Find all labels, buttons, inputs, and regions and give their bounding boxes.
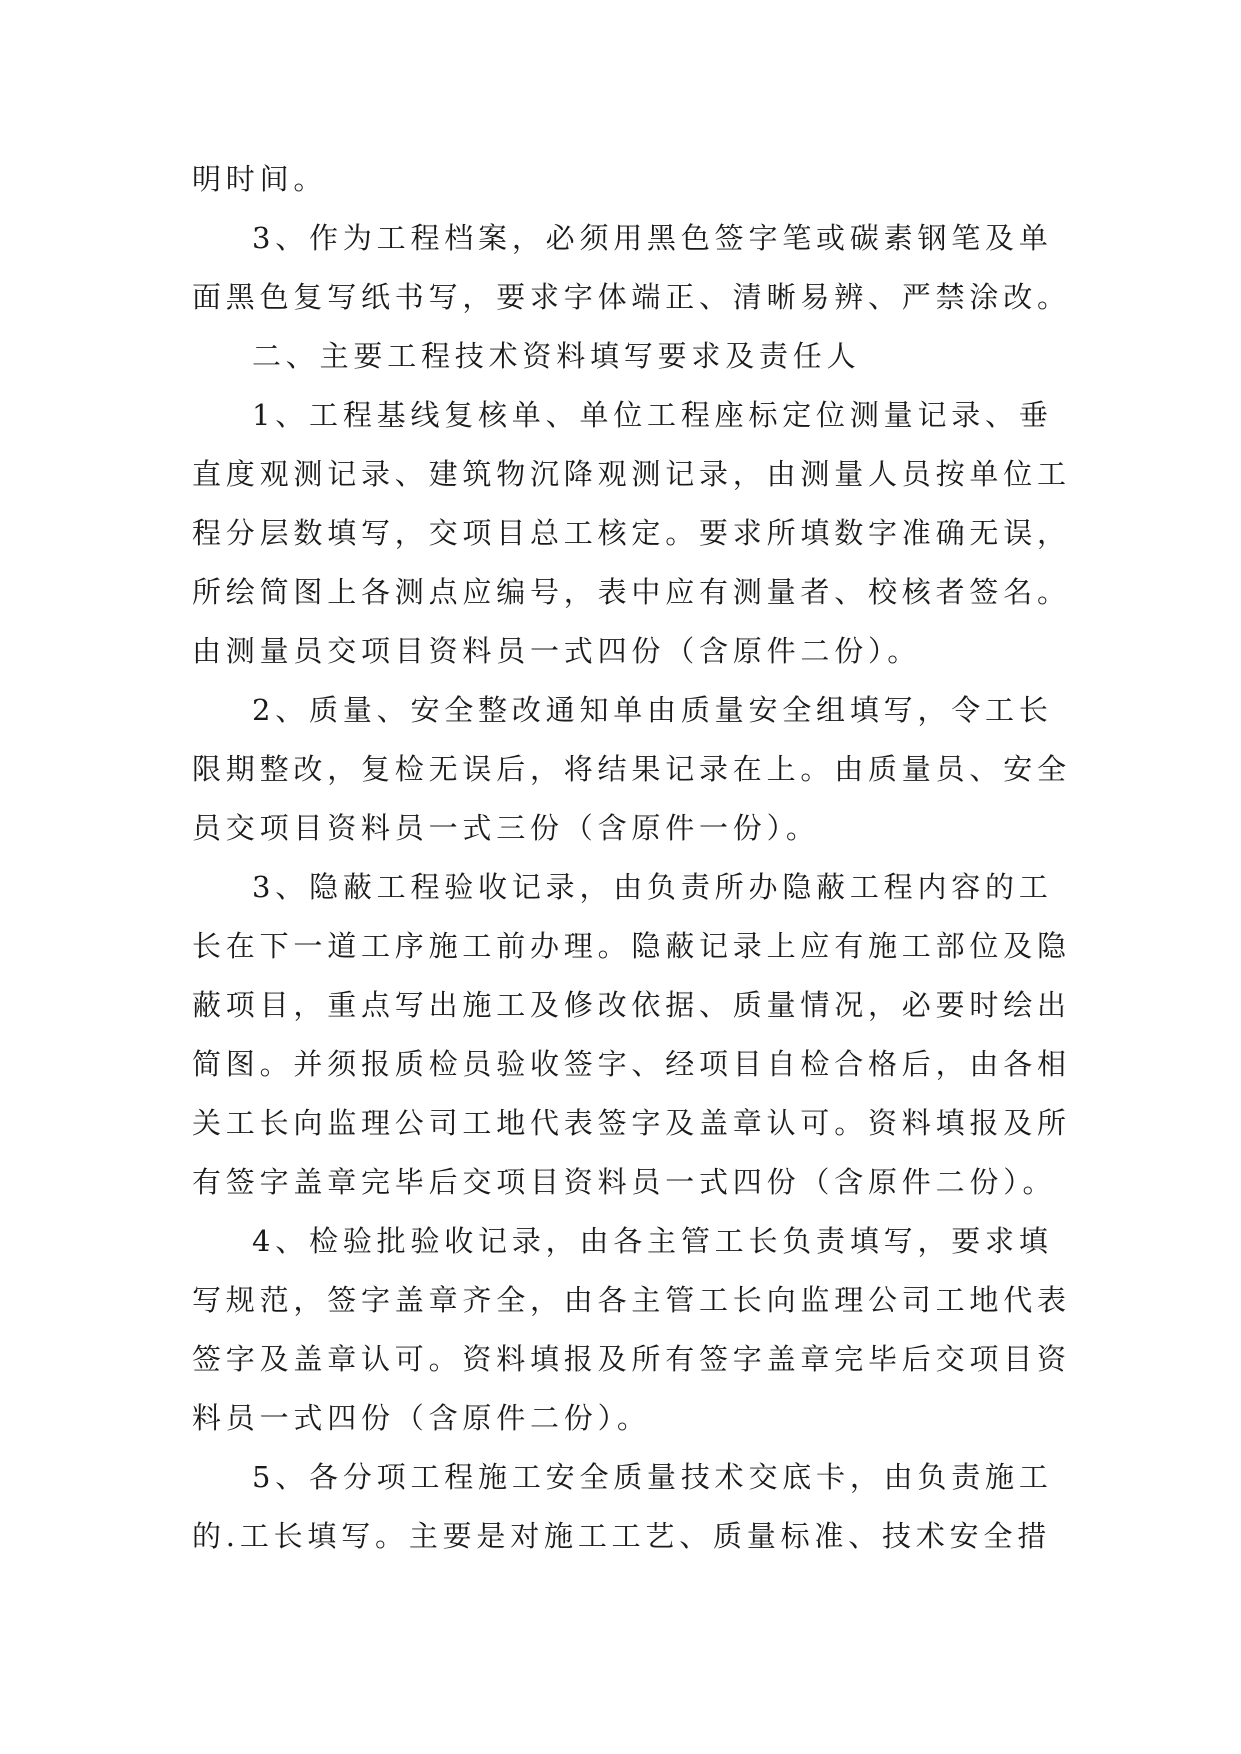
text-line: 由测量员交项目资料员一式四份（含原件二份）。 xyxy=(192,634,922,668)
text-line: 长在下一道工序施工前办理。隐蔽记录上应有施工部位及隐 xyxy=(192,929,1071,963)
section-heading: 二、主要工程技术资料填写要求及责任人 xyxy=(252,339,861,373)
paragraph-first-line: 4、检验批验收记录，由各主管工长负责填写，要求填 xyxy=(252,1224,1053,1258)
text-line: 程分层数填写，交项目总工核定。要求所填数字准确无误， xyxy=(192,516,1071,550)
paragraph-first-line: 3、隐蔽工程验收记录，由负责所办隐蔽工程内容的工 xyxy=(252,870,1053,904)
paragraph-first-line: 2、质量、安全整改通知单由质量安全组填写，令工长 xyxy=(252,693,1053,727)
text-line: 限期整改，复检无误后，将结果记录在上。由质量员、安全 xyxy=(192,752,1071,786)
text-line: 有签字盖章完毕后交项目资料员一式四份（含原件二份）。 xyxy=(192,1165,1057,1199)
paragraph-first-line: 3、作为工程档案，必须用黑色签字笔或碳素钢笔及单 xyxy=(252,221,1053,255)
paragraph-first-line: 5、各分项工程施工安全质量技术交底卡，由负责施工 xyxy=(252,1460,1053,1494)
text-line: 员交项目资料员一式三份（含原件一份）。 xyxy=(192,811,820,845)
text-line: 关工长向监理公司工地代表签字及盖章认可。资料填报及所 xyxy=(192,1106,1071,1140)
text-line: 蔽项目，重点写出施工及修改依据、质量情况，必要时绘出 xyxy=(192,988,1071,1022)
text-line: 所绘简图上各测点应编号，表中应有测量者、校核者签名。 xyxy=(192,575,1071,609)
text-line: 签字及盖章认可。资料填报及所有签字盖章完毕后交项目资 xyxy=(192,1342,1071,1376)
text-line: 直度观测记录、建筑物沉降观测记录，由测量人员按单位工 xyxy=(192,457,1071,491)
text-line: 简图。并须报质检员验收签字、经项目自检合格后，由各相 xyxy=(192,1047,1071,1081)
paragraph-first-line: 1、工程基线复核单、单位工程座标定位测量记录、垂 xyxy=(252,398,1053,432)
document-body xyxy=(192,150,1071,1566)
text-line: 明时间。 xyxy=(192,162,328,196)
text-line: 写规范，签字盖章齐全，由各主管工长向监理公司工地代表 xyxy=(192,1283,1071,1317)
text-line: 的.工长填写。主要是对施工工艺、质量标准、技术安全措 xyxy=(192,1519,1052,1553)
text-line: 料员一式四份（含原件二份）。 xyxy=(192,1401,651,1435)
text-line: 面黑色复写纸书写，要求字体端正、清晰易辨、严禁涂改。 xyxy=(192,280,1071,314)
